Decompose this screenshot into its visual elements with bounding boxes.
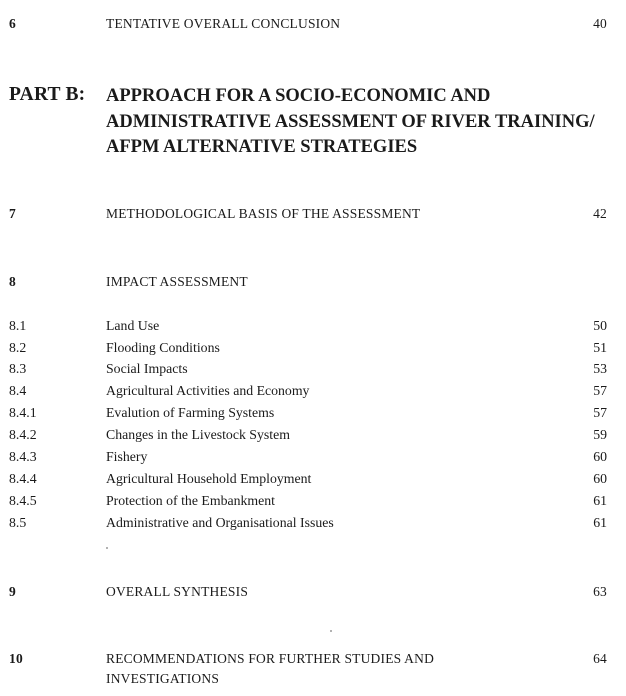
- section-title: Administrative and Organisational Issues: [106, 515, 334, 530]
- section-number: 8.4.1: [9, 405, 37, 420]
- chapter-10-page: 64: [593, 651, 607, 666]
- section-page: 60: [593, 449, 607, 464]
- chapter-6-page: 40: [593, 16, 607, 31]
- section-page: 61: [593, 515, 607, 530]
- chapter-8-title: IMPACT ASSESSMENT: [106, 274, 248, 289]
- section-title: Agricultural Activities and Economy: [106, 383, 310, 398]
- chapter-6-number: 6: [9, 16, 16, 31]
- chapter-10-title-line-1: RECOMMENDATIONS FOR FURTHER STUDIES AND: [106, 651, 435, 666]
- chapter-7-page: 42: [593, 206, 607, 221]
- section-title: Fishery: [106, 449, 148, 464]
- section-page: 60: [593, 471, 607, 486]
- section-title: Changes in the Livestock System: [106, 427, 290, 442]
- part-b-title-line-1: APPROACH FOR A SOCIO-ECONOMIC AND: [106, 86, 491, 106]
- section-title: Land Use: [106, 318, 160, 333]
- section-title: Flooding Conditions: [106, 340, 220, 355]
- section-page: 57: [593, 405, 607, 420]
- section-title: Social Impacts: [106, 361, 188, 376]
- scan-speck: [330, 630, 332, 632]
- chapter-9-number: 9: [9, 584, 16, 599]
- section-title: Protection of the Embankment: [106, 493, 275, 508]
- chapter-10-number: 10: [9, 651, 23, 666]
- section-number: 8.5: [9, 515, 27, 530]
- section-title: Evalution of Farming Systems: [106, 405, 275, 420]
- section-page: 50: [593, 318, 607, 333]
- section-title: Agricultural Household Employment: [106, 471, 312, 486]
- section-number: 8.4: [9, 383, 27, 398]
- chapter-10-title-line-2: INVESTIGATIONS: [106, 671, 220, 686]
- chapter-9-page: 63: [593, 584, 607, 599]
- chapter-7-number: 7: [9, 206, 16, 221]
- section-page: 53: [593, 361, 607, 376]
- section-number: 8.2: [9, 340, 27, 355]
- part-b-title-line-3: AFPM ALTERNATIVE STRATEGIES: [106, 137, 418, 157]
- chapter-6-title: TENTATIVE OVERALL CONCLUSION: [106, 16, 341, 31]
- section-number: 8.1: [9, 318, 27, 333]
- chapter-8-number: 8: [9, 274, 16, 289]
- section-number: 8.4.5: [9, 493, 37, 508]
- chapter-7-title: METHODOLOGICAL BASIS OF THE ASSESSMENT: [106, 206, 421, 221]
- section-page: 59: [593, 427, 607, 442]
- section-page: 61: [593, 493, 607, 508]
- section-page: 51: [593, 340, 607, 355]
- part-b-label: PART B:: [9, 84, 86, 105]
- scan-speck: [106, 547, 108, 549]
- section-page: 57: [593, 383, 607, 398]
- section-number: 8.4.3: [9, 449, 37, 464]
- chapter-9-title: OVERALL SYNTHESIS: [106, 584, 249, 599]
- section-number: 8.3: [9, 361, 27, 376]
- part-b-title-line-2: ADMINISTRATIVE ASSESSMENT OF RIVER TRAINING/: [106, 112, 595, 132]
- section-number: 8.4.2: [9, 427, 37, 442]
- section-number: 8.4.4: [9, 471, 37, 486]
